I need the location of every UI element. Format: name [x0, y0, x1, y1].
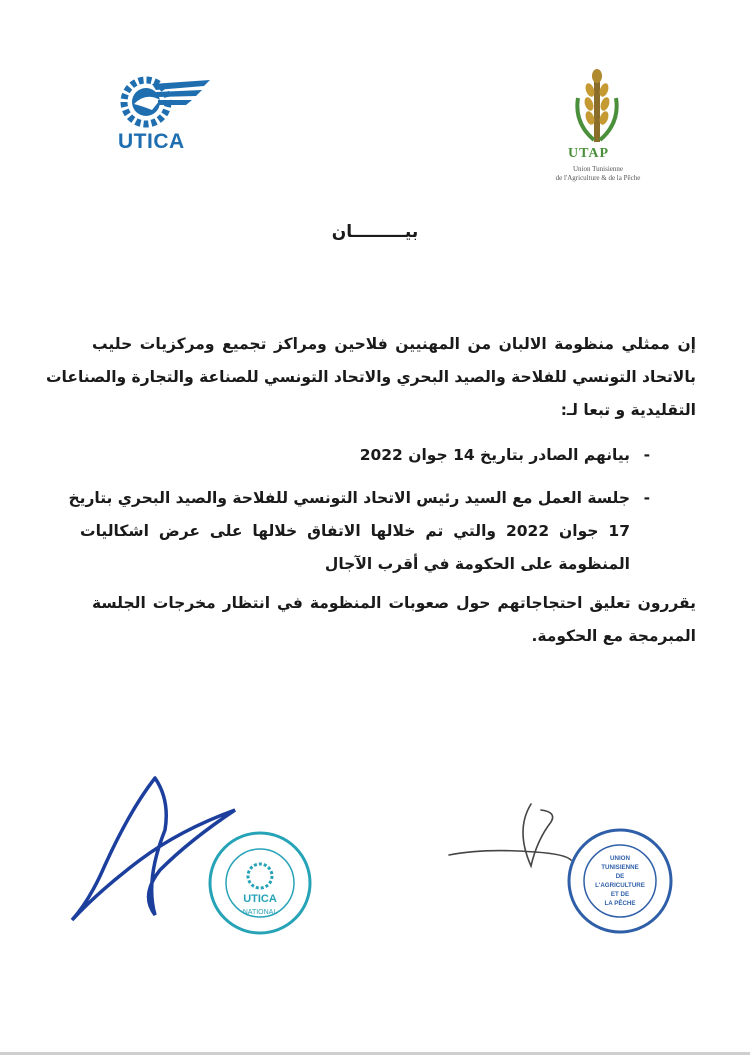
utap-subtitle-2: de l'Agriculture & de la Pêche	[555, 174, 641, 182]
list-item	[80, 439, 650, 472]
list-item	[68, 482, 650, 581]
utica-stamp-sub: NATIONAL	[242, 909, 278, 916]
bullet-list	[68, 439, 650, 581]
intro-line: التقليدية و تبعا لـ:	[560, 401, 696, 419]
intro-line: إن ممثلي منظومة الالبان من المهنيين فلاحين ومراكز تجميع ومركزيات حليب	[92, 335, 696, 353]
utica-stamp	[205, 828, 315, 938]
bullet-dash: -	[643, 489, 650, 507]
utap-logo	[538, 68, 658, 188]
utap-wordmark: UTAP	[568, 146, 610, 161]
decision-line: المبرمجة مع الحكومة.	[531, 627, 696, 645]
gear-wing-icon	[112, 70, 212, 132]
utap-stamp-line: ET DE	[610, 891, 630, 898]
wheat-emblem-icon	[538, 68, 658, 146]
bottom-divider	[0, 1052, 750, 1055]
bullet-line: المنظومة على الحكومة في أقرب الآجال	[324, 555, 630, 573]
right-signature	[445, 800, 575, 880]
decision-paragraph	[92, 587, 696, 653]
bullet-line: بيانهم الصادر بتاريخ 14 جوان 2022	[359, 446, 630, 464]
utap-stamp	[565, 826, 675, 936]
utap-stamp-line: LA PÊCHE	[604, 900, 636, 907]
utap-stamp-line: DE	[615, 873, 625, 880]
utica-wordmark: UTICA	[118, 130, 185, 153]
utica-logo	[112, 70, 212, 156]
utap-subtitle-1: Union Tunisienne	[573, 165, 623, 173]
document-title: بيـــــــــان	[331, 222, 419, 242]
utap-stamp-line: L'AGRICULTURE	[595, 882, 645, 889]
intro-paragraph	[45, 328, 696, 427]
bullet-line: 17 جوان 2022 والتي تم خلالها الاتفاق خلالها على عرض اشكاليات	[80, 522, 630, 540]
utap-stamp-line: UNION	[610, 855, 630, 862]
decision-line: يقررون تعليق احتجاجاتهم حول صعوبات المنظومة في انتظار مخرجات الجلسة	[92, 594, 696, 612]
utap-stamp-line: TUNISIENNE	[601, 864, 639, 871]
bullet-dash: -	[643, 446, 650, 464]
bullet-line: جلسة العمل مع السيد رئيس الاتحاد التونسي للفلاحة والصيد البحري بتاريخ	[68, 489, 630, 507]
utica-stamp-word: UTICA	[243, 893, 277, 905]
intro-line: بالاتحاد التونسي للفلاحة والصيد البحري والاتحاد التونسي للصناعة والتجارة والصناعات	[45, 368, 696, 386]
